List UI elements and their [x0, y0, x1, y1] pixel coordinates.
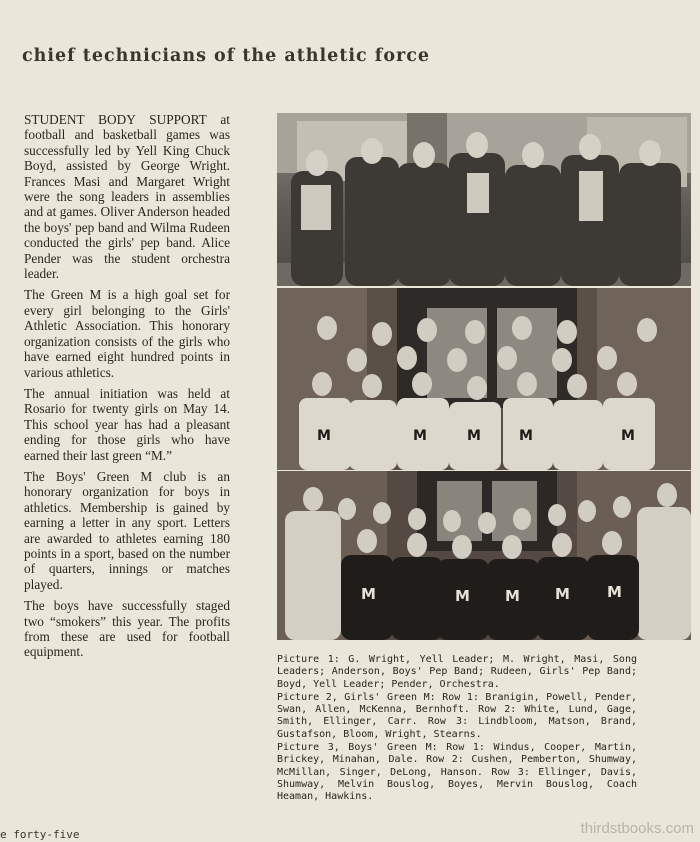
paragraph-green-m-girls: The Green M is a high goal set for every girl belonging to the Girls' Athletic Association. This honorary organization consists of the girls who have earned eight hundred points in various athletics.: [24, 287, 230, 380]
paragraph-initiation: The annual initiation was held at Rosario for twenty girls on May 14. This school year has had a pleasant ending for those girls who have earned their last green “M.”: [24, 385, 230, 463]
caption-picture-1: Picture 1: G. Wright, Yell Leader; M. Wright, Masi, Song Leaders; Anderson, Boys' Pep Band; Rudeen, Girls' Pep Band; Boyd, Yell Leader; Pender, Orchestra.: [277, 654, 637, 690]
sweater-letter: M: [555, 585, 570, 603]
photo-girls-green-m: [277, 288, 691, 470]
caption-picture-3: Picture 3, Boys' Green M: Row 1: Windus, Cooper, Martin, Brickey, Minahan, Dale. Row 2: Cushen, Pemberton, Shumway, McMillan, Singer, DeLong, Hanson. Row 3: Ellinger, Davis, Shumway, Melvin Bouslog, Boyes, Mervin Bouslog, Coach Heaman, Hawkins.: [277, 742, 637, 803]
sweater-letter: M: [467, 428, 481, 444]
sweater-letter: M: [505, 587, 520, 605]
photo-2-illustration: [277, 288, 691, 470]
sweater-letter: M: [361, 585, 376, 603]
photo-boys-green-m: [277, 471, 691, 640]
sweater-letter: M: [519, 428, 533, 444]
photo-3-illustration: [277, 471, 691, 640]
watermark: thirdstbooks.com: [580, 820, 694, 837]
paragraph-boys-green-m: The Boys' Green M club is an honorary organization for boys in athletics. Membership is gained by earning a letter in any sport. Letters are awarded to athletes earning 180 points in a sport, based on the number of quarters, innings or matches played.: [24, 468, 230, 592]
paragraph-yell-leaders: STUDENT BODY SUPPORT at football and basketball games was successfully led by Yell King Chuck Boyd, assisted by George Wright. Frances Masi and Margaret Wright were the song leaders in assemblies and at games. Oliver Anderson headed the boys' pep band and Wilma Rudeen conducted the girls' pep band. Alice Pender was the student orchestra leader.: [24, 112, 230, 282]
body-text-column: [24, 112, 230, 666]
photo-1-illustration: [277, 113, 691, 286]
page-number: e forty-five: [0, 828, 80, 841]
page-heading: chief technicians of the athletic force: [22, 46, 431, 66]
caption-picture-2: Picture 2, Girls' Green M: Row 1: Branigin, Powell, Pender, Swan, Allen, McKenna, Bernhoft. Row 2: White, Lund, Gage, Smith, Ellinger, Carr. Row 3: Lindbloom, Matson, Brand, Gustafson, Bloom, Wright, Stearns.: [277, 691, 637, 740]
sweater-letter: M: [621, 428, 635, 444]
photo-captions: [277, 654, 637, 805]
sweater-letter: M: [455, 587, 470, 605]
sweater-letter: M: [317, 428, 331, 444]
sweater-letter: M: [413, 428, 427, 444]
sweater-letter: M: [607, 583, 622, 601]
photo-yell-and-song-leaders: [277, 113, 691, 286]
paragraph-smokers: The boys have successfully staged two “smokers” this year. The profits from these are used for football equipment.: [24, 598, 230, 660]
